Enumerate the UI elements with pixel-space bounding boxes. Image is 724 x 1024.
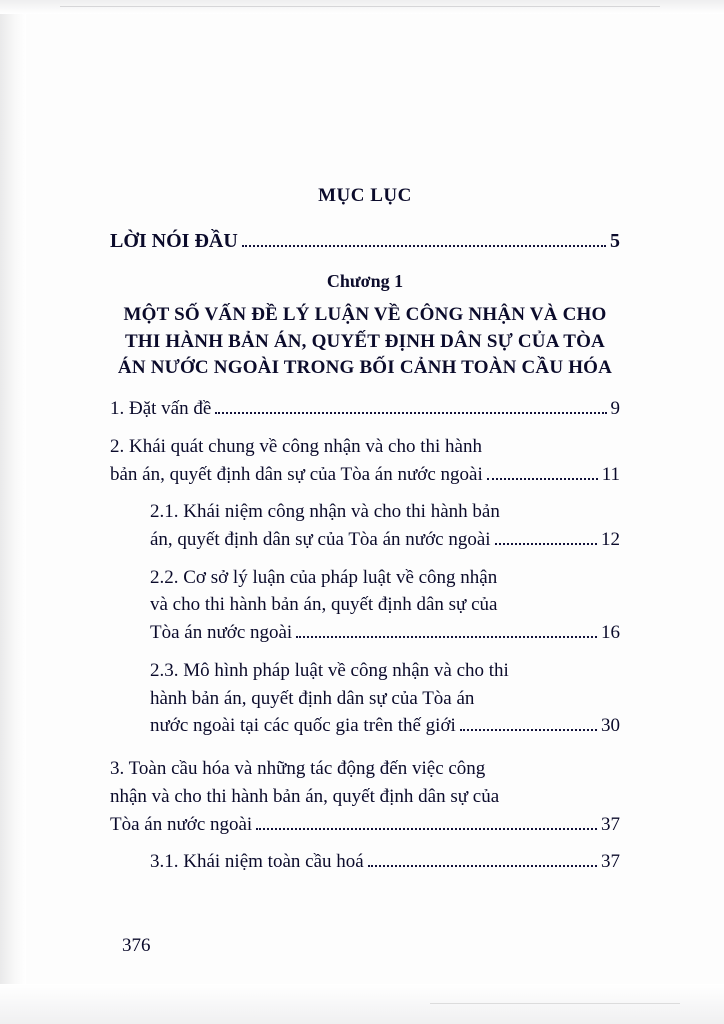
chapter-title-line: MỘT SỐ VẤN ĐỀ LÝ LUẬN VỀ CÔNG NHẬN <box>123 304 526 326</box>
toc-entry <box>150 848 620 876</box>
toc-entry-text: án, quyết định dân sự của Tòa án nước ngoài <box>150 528 491 550</box>
toc-entry-text: 3. Toàn cầu hóa và những tác động đến việc công <box>110 758 486 780</box>
toc-entry-text: 3.1. Khái niệm toàn cầu hoá <box>150 851 364 873</box>
scan-edge-bottom <box>0 984 724 1024</box>
preface-page-number: 5 <box>610 230 620 252</box>
table-of-contents <box>110 185 620 878</box>
toc-entry-text: 2.3. Mô hình pháp luật về công nhận và cho thi <box>150 659 509 681</box>
scan-edge-left <box>0 0 26 1024</box>
dot-leader <box>296 636 597 638</box>
dot-leader <box>256 828 597 830</box>
dot-leader <box>215 412 606 414</box>
toc-entry-text: nhận và cho thi hành bản án, quyết định dân sự của <box>110 785 500 807</box>
toc-entry <box>110 433 620 488</box>
chapter-title-line: DÂN SỰ CỦA TÒA ÁN NƯỚC NGOÀI TRONG <box>117 330 605 378</box>
toc-entry-text: 1. Đặt vấn đề <box>110 398 212 420</box>
toc-entry <box>150 564 620 647</box>
dot-leader <box>368 865 597 867</box>
toc-entry-text: Tòa án nước ngoài <box>110 813 253 835</box>
toc-entry <box>110 755 620 838</box>
dot-leader <box>242 245 606 247</box>
scan-line-bottom <box>430 1003 680 1004</box>
toc-entry-page: 37 <box>601 813 620 835</box>
chapter-title-line: VÀ CHO THI HÀNH BẢN ÁN, QUYẾT ĐỊNH <box>125 304 607 352</box>
toc-entry-text: nước ngoài tại các quốc gia trên thế giới <box>150 715 456 737</box>
toc-entry-text: bản án, quyết định dân sự của Tòa án nước ngoài <box>110 463 483 485</box>
toc-entry-page: 30 <box>601 715 620 737</box>
toc-entry-text: 2.1. Khái niệm công nhận và cho thi hành bản <box>150 501 500 523</box>
toc-entry <box>150 657 620 740</box>
toc-entry-text: hành bản án, quyết định dân sự của Tòa án <box>150 687 475 709</box>
toc-entry-page: 16 <box>601 622 620 644</box>
dot-leader <box>495 543 597 545</box>
dot-leader <box>487 478 598 480</box>
scan-edge-top <box>0 0 724 14</box>
toc-entry <box>110 395 620 423</box>
toc-entry-text: và cho thi hành bản án, quyết định dân sự của <box>150 594 498 616</box>
toc-entry-page: 12 <box>601 528 620 550</box>
page-folio-number: 376 <box>122 935 151 956</box>
dot-leader <box>460 729 597 731</box>
toc-entry-text: 2. Khái quát chung về công nhận và cho thi hành <box>110 435 482 457</box>
toc-entry-text: 2.2. Cơ sở lý luận của pháp luật về công nhận <box>150 566 498 588</box>
toc-entry-page: 11 <box>601 463 620 485</box>
scan-line-top <box>60 6 660 7</box>
chapter-title <box>110 302 620 381</box>
page-title: MỤC LỤC <box>318 185 412 206</box>
chapter-title-line: BỐI CẢNH TOÀN CẦU HÓA <box>359 356 613 378</box>
toc-entry-text: Tòa án nước ngoài <box>150 622 293 644</box>
toc-entry-page: 9 <box>610 398 620 420</box>
toc-entry-preface <box>110 227 620 255</box>
toc-entry-page: 37 <box>601 851 620 873</box>
chapter-label: Chương 1 <box>326 271 404 292</box>
preface-label: LỜI NÓI ĐẦU <box>110 230 238 252</box>
toc-entry <box>150 498 620 553</box>
